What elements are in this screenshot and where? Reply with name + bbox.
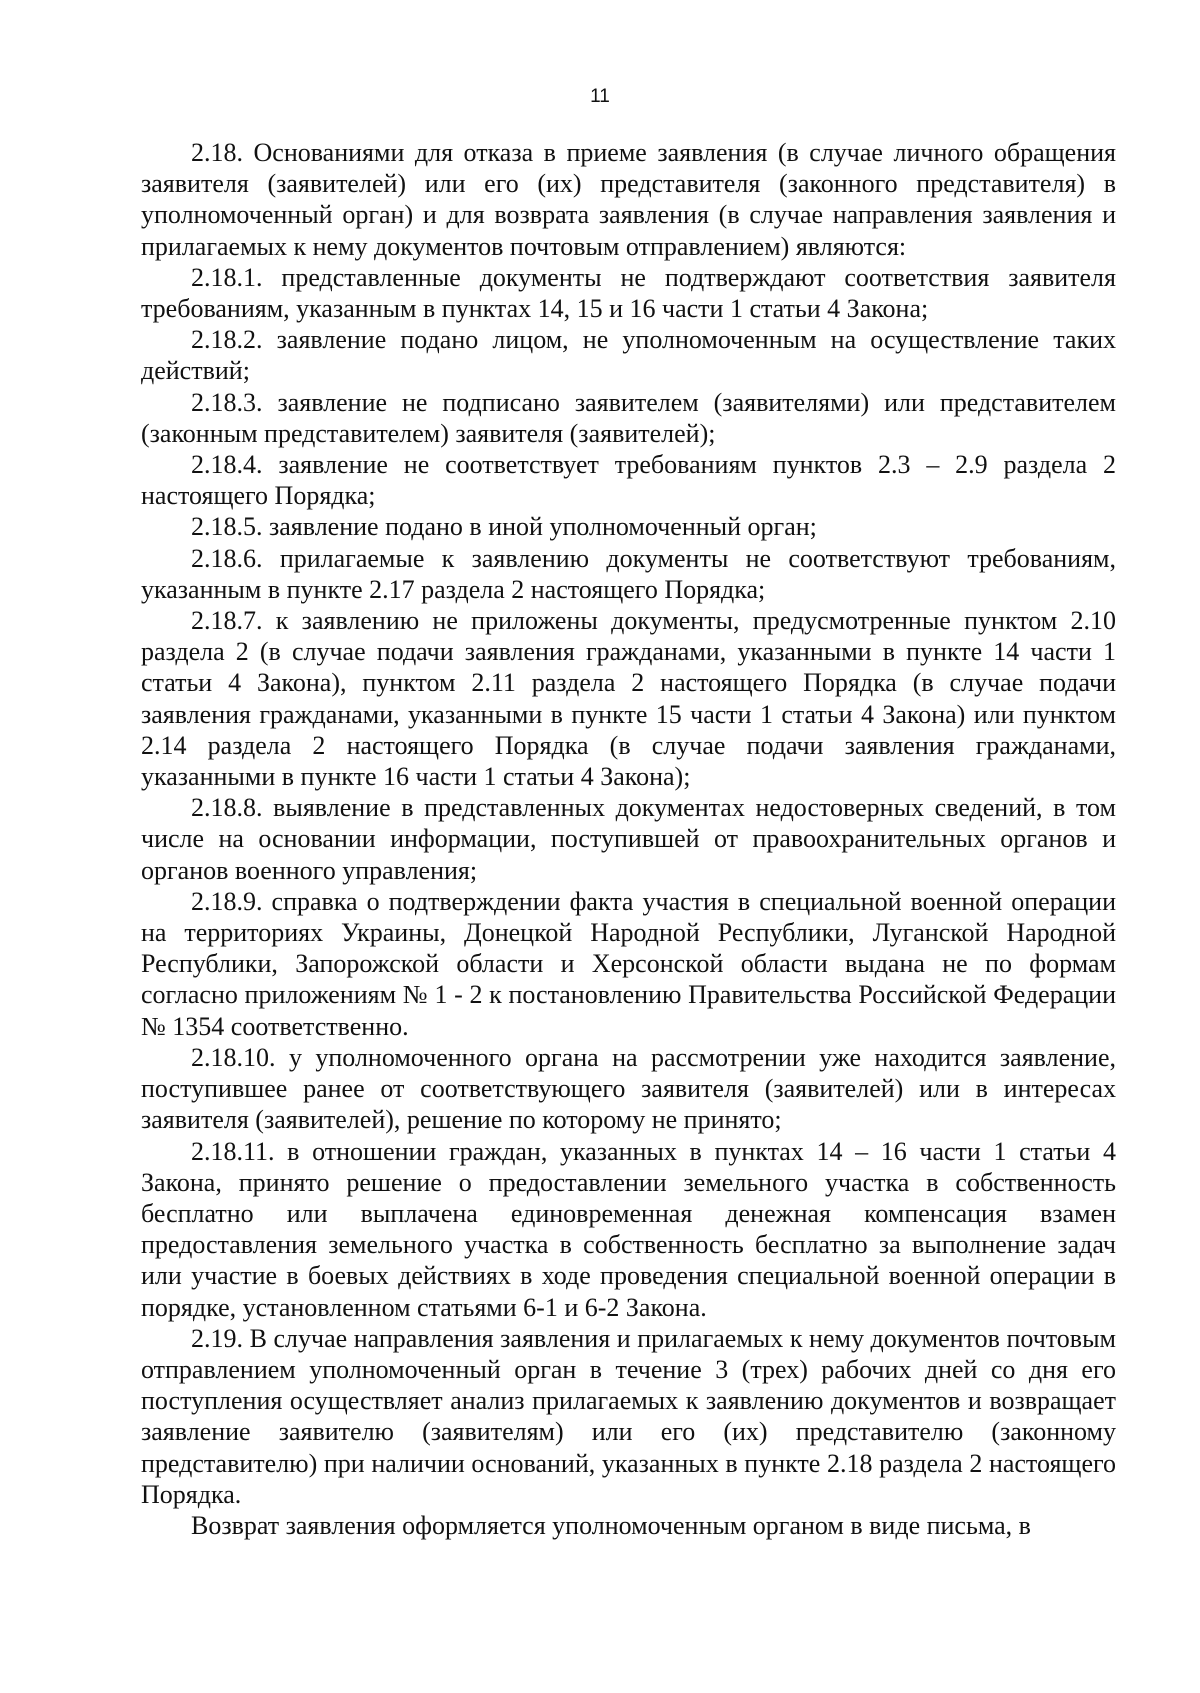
paragraph-return: Возврат заявления оформляется уполномоченным органом в виде письма, в xyxy=(191,1510,1031,1540)
paragraph-2-18-7: 2.18.7. к заявлению не приложены документы, предусмотренные пунктом 2.10 раздела 2 (в случае подачи заявления гражданами, указанными в пункте 14 части 1 статьи 4 Закона), пунктом 2.11 раздела 2 настоящего Порядка (в случае подачи заявления гражданами, указанными в пункте 15 части 1 статьи 4 Закона) или пунктом 2.14 раздела 2 настоящего Порядка (в случае подачи заявления гражданами, указанными в пункте 16 части 1 статьи 4 Закона); xyxy=(141,606,1116,792)
paragraph-2-18-11: 2.18.11. в отношении граждан, указанных в пунктах 14 – 16 части 1 статьи 4 Закона, принято решение о предоставлении земельного участка в собственность бесплатно или выплачена единовременная денежная компенсация взамен предоставления земельного участка в собственность бесплатно за выполнение задач или участие в боевых действиях в ходе проведения специальной военной операции в порядке, установленном статьями 6-1 и 6-2 Закона. xyxy=(141,1136,1116,1322)
paragraph-2-18-5: 2.18.5. заявление подано в иной уполномоченный орган; xyxy=(191,512,817,542)
paragraph-2-18-10: 2.18.10. у уполномоченного органа на рассмотрении уже находится заявление, поступившее ранее от соответствующего заявителя (заявителей) или в интересах заявителя (заявителей), решение по которому не принято; xyxy=(141,1042,1116,1135)
paragraph-2-19: 2.19. В случае направления заявления и прилагаемых к нему документов почтовым отправлением уполномоченный орган в течение 3 (трех) рабочих дней со дня его поступления осуществляет анализ прилагаемых к заявлению документов и возвращает заявление заявителю (заявителям) или его (их) представителю (законному представителю) при наличии оснований, указанных в пункте 2.18 раздела 2 настоящего Порядка. xyxy=(141,1323,1116,1509)
paragraph-2-18-4: 2.18.4. заявление не соответствует требованиям пунктов 2.3 – 2.9 раздела 2 настоящего Порядка; xyxy=(141,450,1116,511)
paragraph-2-18-9: 2.18.9. справка о подтверждении факта участия в специальной военной операции на территориях Украины, Донецкой Народной Республики, Луганской Народной Республики, Запорожской области и Херсонской области выдана не по формам согласно приложениям № 1 - 2 к постановлению Правительства Российской Федерации № 1354 соответственно. xyxy=(141,886,1116,1041)
paragraph-2-18-1: 2.18.1. представленные документы не подтверждают соответствия заявителя требованиям, указанным в пунктах 14, 15 и 16 части 1 статьи 4 Закона; xyxy=(141,262,1116,324)
paragraph-2-18-3: 2.18.3. заявление не подписано заявителем (заявителями) или представителем (законным представителем) заявителя (заявителей); xyxy=(141,387,1116,448)
page-number: 11 xyxy=(590,86,610,107)
paragraph-2-18-2: 2.18.2. заявление подано лицом, не уполномоченным на осуществление таких действий; xyxy=(141,325,1116,386)
document-body xyxy=(141,137,1116,1541)
paragraph-2-18-8: 2.18.8. выявление в представленных документах недостоверных сведений, в том числе на основании информации, поступившей от правоохранительных органов и органов военного управления; xyxy=(141,793,1116,885)
paragraph-2-18: 2.18. Основаниями для отказа в приеме заявления (в случае личного обращения заявителя (заявителей) или его (их) представителя (законного представителя) в уполномоченный орган) и для возврата заявления (в случае направления заявления и прилагаемых к нему документов почтовым отправлением) являются: xyxy=(141,138,1116,261)
paragraph-2-18-6: 2.18.6. прилагаемые к заявлению документы не соответствуют требованиям, указанным в пункте 2.17 раздела 2 настоящего Порядка; xyxy=(141,543,1116,604)
